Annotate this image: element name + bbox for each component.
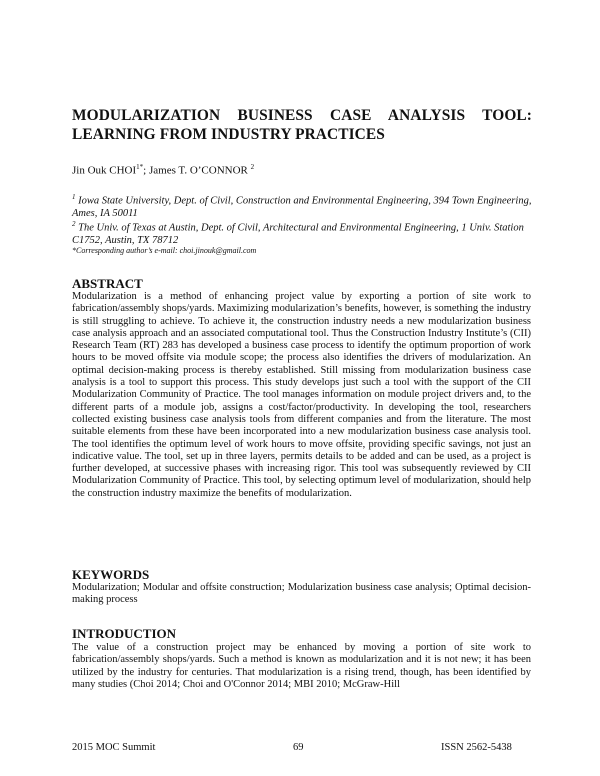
- abstract-heading: ABSTRACT: [72, 276, 143, 291]
- affiliation-2: [72, 218, 532, 248]
- footer-issn: ISSN 2562-5438: [441, 742, 512, 753]
- affiliation-2-text: The Univ. of Texas at Austin, Dept. of Civil, Architectural and Environmental Engineering, 1 Univ. Station C1752, Austin, TX 78712: [72, 222, 524, 246]
- keywords-heading: KEYWORDS: [72, 567, 150, 582]
- affiliation-1: [72, 191, 532, 221]
- introduction-heading: INTRODUCTION: [72, 626, 177, 641]
- paper-title: MODULARIZATION BUSINESS CASE ANALYSIS TOOL: LEARNING FROM INDUSTRY PRACTICES: [72, 107, 532, 143]
- abstract-body: Modularization is a method of enhancing project value by exporting a portion of site work to fabrication/assembly shops/yards. Maximizing modularization’s benefits, however, is something the industry is still struggling to achieve. To achieve it, the construction industry needs a new modularization business case analysis approach and an associated computational tool. Thus the Construction Industry Institute’s (CII) Research Team (RT) 283 has developed a business case process to identify the optimum proportion of work hours to be moved offsite via module scope; the process also identifies the drivers of modularization. An optimal decision-making process is thereby established. Still missing from modularization business case analysis is a tool to support this process. This study develops just such a tool with the support of the CII Modularization Community of Practice. The tool manages information on module project drivers and, to the different parts of a module job, assigns a cost/factor/productivity. In developing the tool, researchers collected existing business case analysis tools from different companies and from the literature. The most suitable elements from these have been incorporated into a new modularization business case analysis tool. The tool identifies the optimum level of work hours to move offsite, providing specific savings, not just an indicative value. The tool, set up in three layers, permits details to be added and can be used, as a project is further developed, at successive phases with increasing rigor. This tool was subsequently reviewed by CII Modularization Community of Practice. This tool, by selecting optimum level of modularization, should help the construction industry maximize the benefits of modularization.: [72, 291, 531, 499]
- author-2-superscript: 2: [250, 163, 255, 171]
- corresponding-author-email: *Corresponding author’s e-mail: choi.jinouk@gmail.com: [72, 246, 257, 255]
- footer-conference: 2015 MOC Summit: [72, 742, 156, 753]
- affiliation-2-number: 2: [72, 220, 76, 228]
- author-1-superscript: 1*: [136, 163, 144, 171]
- footer-page-number: 69: [293, 742, 304, 753]
- affiliation-1-number: 1: [72, 193, 76, 201]
- introduction-body: The value of a construction project may be enhanced by moving a portion of site work to fabrication/assembly shops/yards. Such a method is known as modularization and it is not new; it has been utilized by the industry for centuries. That modularization is a rising trend, though, has been identified by many studies (Choi 2014; Choi and O'Connor 2014; MBI 2010; McGraw-Hill: [72, 642, 531, 690]
- affiliation-1-text: Iowa State University, Dept. of Civil, Construction and Environmental Engineering, 394 Town Engineering, Ames, IA 50011: [72, 195, 532, 219]
- keywords-body: Modularization; Modular and offsite construction; Modularization business case analysis; Optimal decision-making process: [72, 582, 531, 606]
- author-1-name: Jin Ouk CHOI: [72, 164, 137, 177]
- author-line: [72, 163, 254, 177]
- author-separator: ; James T. O’CONNOR: [143, 164, 251, 177]
